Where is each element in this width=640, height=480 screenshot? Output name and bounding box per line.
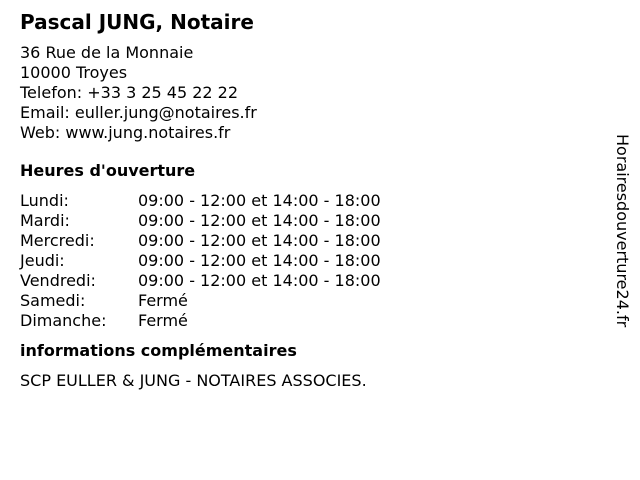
day-hours: 09:00 - 12:00 et 14:00 - 18:00 [138,211,381,230]
day-label: Mardi: [20,211,70,230]
notary-name: Pascal JUNG, Notaire [20,10,254,34]
hours-row-mercredi [20,231,590,251]
email-line: Email: euller.jung@notaires.fr [20,103,257,122]
hours-row-dimanche [20,311,590,331]
day-hours: Fermé [138,311,188,330]
info-text: SCP EULLER & JUNG - NOTAIRES ASSOCIES. [20,371,367,390]
hours-table [20,191,590,331]
phone-line: Telefon: +33 3 25 45 22 22 [20,83,239,102]
address-block [20,43,590,143]
day-hours: 09:00 - 12:00 et 14:00 - 18:00 [138,271,381,290]
address-street: 36 Rue de la Monnaie [20,43,194,62]
day-hours: Fermé [138,291,188,310]
hours-row-lundi [20,191,590,211]
day-hours: 09:00 - 12:00 et 14:00 - 18:00 [138,231,381,250]
day-label: Jeudi: [20,251,65,270]
address-city: 10000 Troyes [20,63,128,82]
day-label: Mercredi: [20,231,95,250]
hours-row-samedi [20,291,590,311]
notary-card [20,10,590,391]
day-hours: 09:00 - 12:00 et 14:00 - 18:00 [138,251,381,270]
day-label: Dimanche: [20,311,107,330]
hours-row-vendredi [20,271,590,291]
day-label: Samedi: [20,291,86,310]
web-line: Web: www.jung.notaires.fr [20,123,231,142]
hours-row-jeudi [20,251,590,271]
info-heading: informations complémentaires [20,341,297,360]
hours-heading: Heures d'ouverture [20,161,196,180]
brand-watermark [612,134,632,374]
brand-text: Horairesdouverture24.fr [613,134,632,328]
day-label: Lundi: [20,191,69,210]
day-hours: 09:00 - 12:00 et 14:00 - 18:00 [138,191,381,210]
hours-row-mardi [20,211,590,231]
day-label: Vendredi: [20,271,96,290]
